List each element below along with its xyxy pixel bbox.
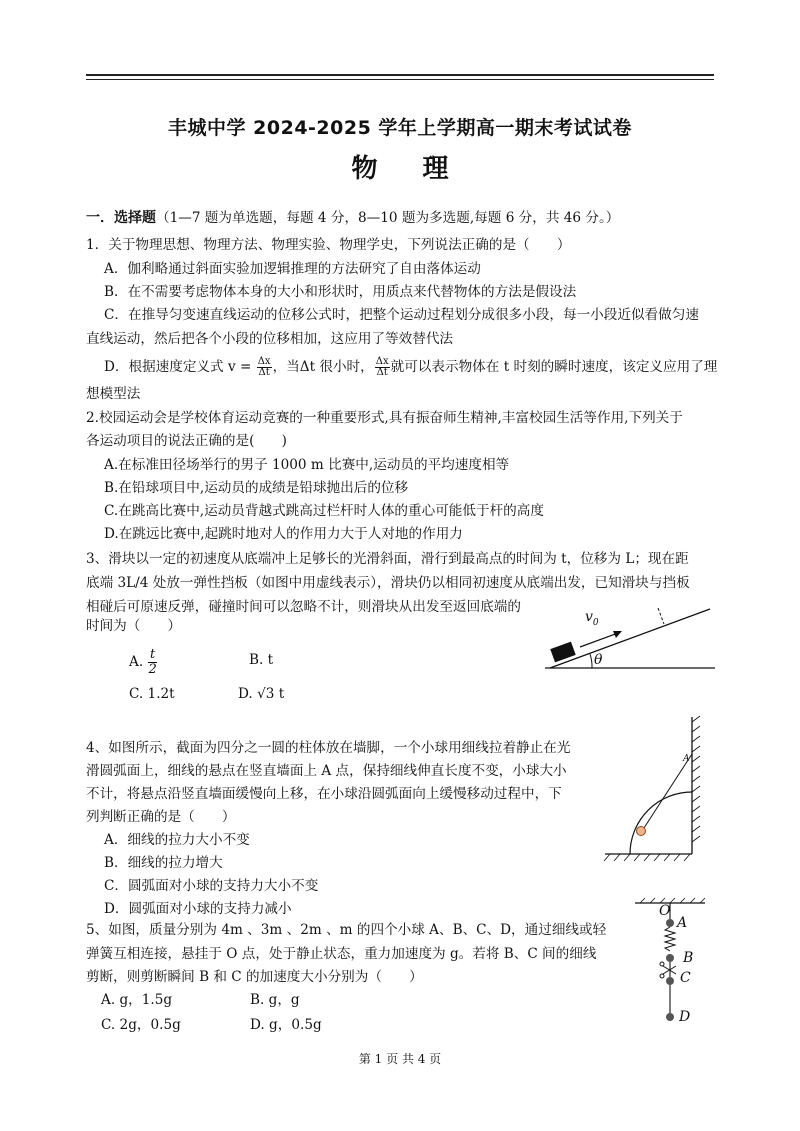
q3-fig-v0-label	[585, 609, 599, 628]
page-footer: 第 1 页 共 4 页	[358, 1052, 442, 1066]
header-rule-bottom	[86, 79, 714, 80]
q5-option-b: B. g，g	[250, 992, 300, 1008]
q4-stem-line1: 4、如图所示，截面为四分之一圆的柱体放在墙脚，一个小球用细线拉着静止在光	[86, 740, 571, 756]
q1-d-fraction-2	[375, 357, 390, 378]
q4-option-c: C．圆弧面对小球的支持力大小不变	[104, 878, 319, 894]
frac-numerator: Δx	[257, 356, 271, 367]
q1-stem: 1．关于物理思想、物理方法、物理实验、物理学史，下列说法正确的是（ ）	[86, 237, 571, 253]
q1-option-c-line1: C．在推导匀变速直线运动的位移公式时，把整个运动过程划分成很多小段，每一小段近似看做匀速	[104, 307, 699, 323]
q1-option-a: A．伽利略通过斜面实验加逻辑推理的方法研究了自由落体运动	[104, 261, 481, 277]
q1-option-c-line2: 直线运动，然后把各个小段的位移相加，这应用了等效替代法	[86, 331, 454, 347]
q4-option-b: B．细线的拉力增大	[104, 855, 223, 871]
q5-fig-label-d: D	[679, 1009, 691, 1025]
q4-stem-line2: 滑圆弧面上，细线的悬点在竖直墙面上 A 点，保持细线伸直长度不变，小球大小	[86, 763, 567, 779]
q2-stem-line1: 2.校园运动会是学校体育运动竞赛的一种重要形式,具有振奋师生精神,丰富校园生活等作用,下列关于	[86, 410, 683, 426]
q3-stem-line1: 3、滑块以一定的初速度从底端冲上足够长的光滑斜面，滑行到最高点的时间为 t，位移为 L；现在距	[86, 551, 689, 567]
frac-numerator: t	[149, 647, 156, 662]
q5-fig-label-o: O	[659, 903, 671, 919]
q5-fig-label-a: A	[677, 915, 688, 931]
q1-option-d-line1	[104, 357, 717, 378]
section-note: （1—7 题为单选题，每题 4 分，8—10 题为多选题,每题 6 分，共 46 分。）	[156, 210, 620, 226]
q5-fig-label-c: C	[680, 970, 691, 986]
q5-option-c: C. 2g，0.5g	[101, 1017, 181, 1033]
q4-stem-line3: 不计，将悬点沿竖直墙面缓慢向上移，在小球沿圆弧面向上缓慢移动过程中，下	[86, 786, 562, 802]
q2-option-c: C.在跳高比赛中,运动员背越式跳高过栏杆时人体的重心可能低于杆的高度	[104, 503, 544, 519]
section-label: 一．选择题	[86, 210, 156, 226]
q3-d-label: D.	[238, 686, 253, 702]
q3-incline-figure	[540, 605, 720, 675]
section-heading	[86, 209, 619, 227]
q5-option-a: A. g，1.5g	[101, 992, 173, 1008]
frac-denominator: Δt	[258, 367, 270, 378]
v0-subscript: 0	[592, 617, 599, 628]
q4-stem-line4: 列判断正确的是（ ）	[86, 809, 236, 825]
q5-stem-line1: 5、如图，质量分别为 4m 、3m 、2m 、m 的四个小球 A、B、C、D，通过细线或轻	[86, 922, 607, 938]
q3-d-value: √3 t	[257, 686, 285, 702]
q2-option-b: B.在铅球项目中,运动员的成绩是铅球抛出后的位移	[104, 480, 409, 496]
header-rule-top	[86, 74, 714, 76]
q3-option-b: B. t	[249, 652, 274, 668]
q3-stem-line3: 相碰后可原速反弹，碰撞时间可以忽略不计，则滑块从出发至返回底端的	[86, 599, 521, 615]
q4-option-d: D．圆弧面对小球的支持力减小	[104, 901, 292, 917]
q3-a-label: A.	[129, 654, 144, 670]
q2-option-a: A.在标准田径场举行的男子 1000 m 比赛中,运动员的平均速度相等	[104, 457, 510, 473]
q5-option-d: D. g，0.5g	[250, 1017, 322, 1033]
q1-d-prefix: D．根据速度定义式 v =	[104, 359, 252, 375]
q5-fig-label-b: B	[683, 950, 694, 966]
q2-stem-line2: 各运动项目的说法正确的是( )	[86, 433, 287, 449]
q1-d-fraction-1	[257, 357, 272, 378]
exam-title: 丰城中学 2024-2025 学年上学期高一期末考试试卷	[168, 117, 632, 139]
frac-denominator: Δt	[376, 367, 388, 378]
q1-option-b: B．在不需要考虑物体本身的大小和形状时，用质点来代替物体的方法是假设法	[104, 284, 577, 300]
frac-denominator: 2	[148, 662, 157, 677]
q3-option-c: C. 1.2t	[129, 686, 175, 702]
q3-stem-line4: 时间为（ ）	[86, 618, 182, 634]
q5-stem-line2: 弹簧互相连接，悬挂于 O 点，处于静止状态，重力加速度为 g。若将 B、C 间的细线	[86, 946, 597, 962]
q3-option-d	[238, 685, 284, 703]
subject-title: 物 理	[351, 154, 467, 184]
q1-d-middle: ，当Δt 很小时，	[272, 359, 374, 375]
q3-a-fraction	[148, 648, 156, 677]
q1-d-suffix: 就可以表示物体在 t 时刻的瞬时速度，该定义应用了理	[390, 359, 718, 375]
q3-stem-line2: 底端 3L/4 处放一弹性挡板（如图中用虚线表示），滑块仍以相同初速度从底端出发，已知滑块与挡板	[86, 575, 690, 591]
frac-numerator: Δx	[375, 356, 389, 367]
q5-stem-line3: 剪断，则剪断瞬间 B 和 C 的加速度大小分别为（ ）	[86, 969, 423, 985]
q4-wall-figure	[600, 712, 710, 862]
q4-option-a: A．细线的拉力大小不变	[104, 832, 250, 848]
q1-option-d-line2: 想模型法	[86, 386, 141, 402]
q2-option-d: D.在跳远比赛中,起跳时地对人的作用力大于人对地的作用力	[104, 526, 463, 542]
v0-symbol: v	[585, 609, 593, 625]
q3-fig-theta-label: θ	[594, 652, 603, 668]
q4-fig-point-a: A	[683, 754, 690, 764]
q3-option-a	[129, 648, 158, 677]
